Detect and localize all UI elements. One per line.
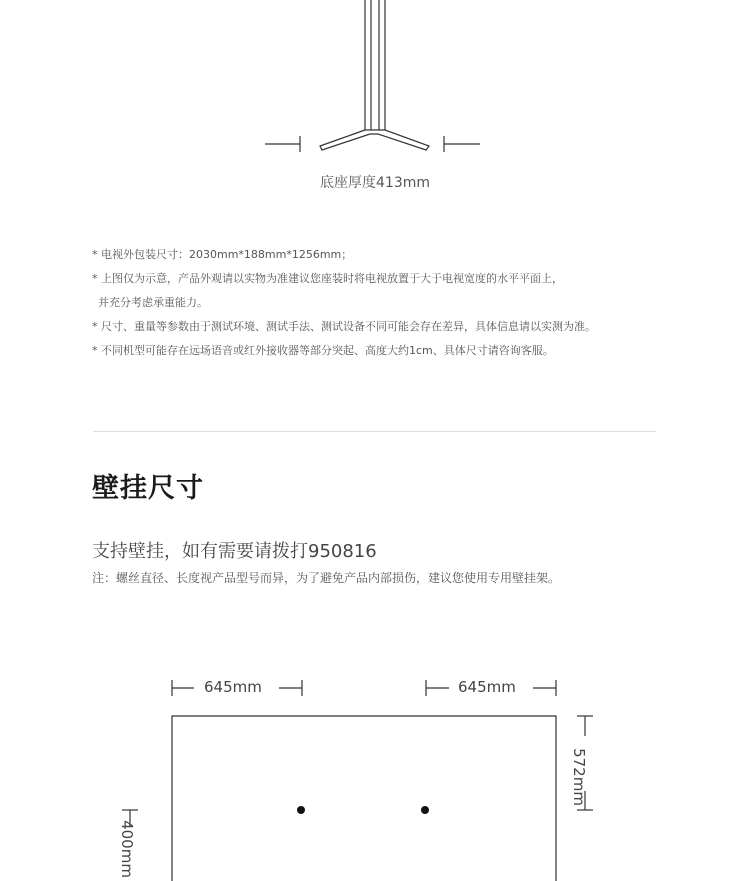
dim-label-right-height: 572mm <box>569 748 588 806</box>
base-thickness-caption: 底座厚度413mm <box>320 175 430 191</box>
wall-mount-support-text: 支持壁挂，如有需要请拨打950816 <box>92 541 377 562</box>
note-item: 并充分考虑承重能力。 <box>98 296 208 309</box>
note-item: * 上图仅为示意，产品外观请以实物为准建议您座装时将电视放置于大于电视宽度的水平平面上， <box>92 272 563 285</box>
dim-label-right-width: 645mm <box>458 678 516 696</box>
mount-hole <box>421 806 429 814</box>
note-item: * 电视外包装尺寸：2030mm*188mm*1256mm； <box>92 248 353 261</box>
mount-hole <box>297 806 305 814</box>
dim-label-left-height: 400mm <box>117 820 136 878</box>
wall-mount-title: 壁挂尺寸 <box>92 473 204 504</box>
dim-label-left-width: 645mm <box>204 678 262 696</box>
note-item: * 不同机型可能存在远场语音或红外接收器等部分突起、高度大约1cm、具体尺寸请咨询客服。 <box>92 344 554 357</box>
tv-back-panel-outline <box>172 716 556 881</box>
wall-mount-footnote: 注：螺丝直径、长度视产品型号而异，为了避免产品内部损伤，建议您使用专用壁挂架。 <box>92 571 561 585</box>
note-item: * 尺寸、重量等参数由于测试环境、测试手法、测试设备不同可能会存在差异，具体信息请以实测为准。 <box>92 320 596 333</box>
